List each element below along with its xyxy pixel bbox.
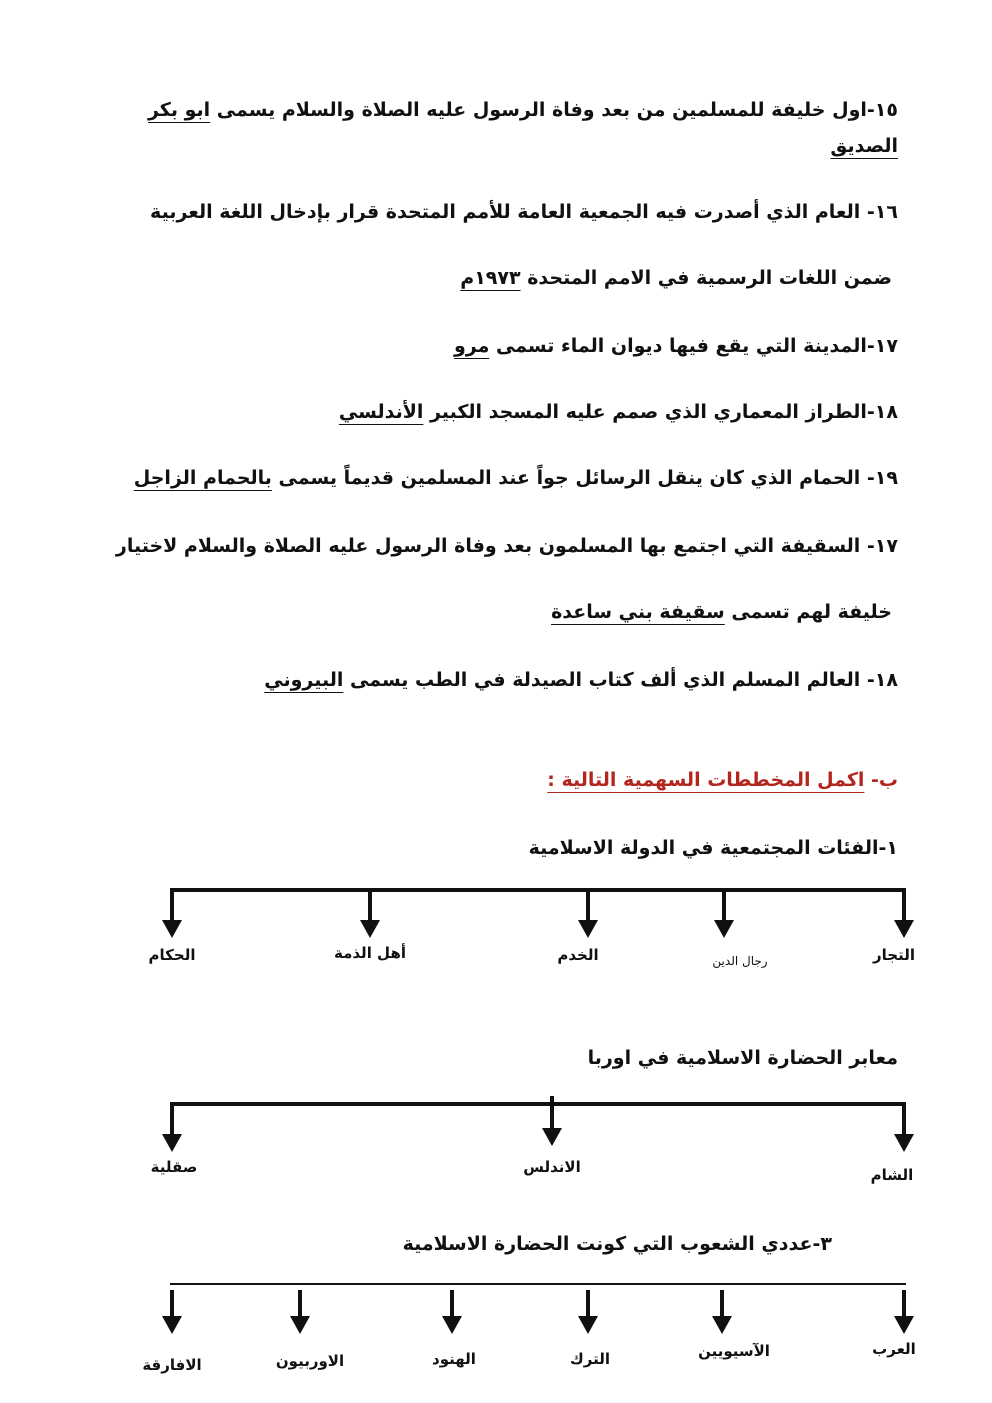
diagram-3-item: الآسيويين [698,1342,770,1360]
arrow [712,1290,732,1334]
diagram-1-item: الحكام [148,946,196,964]
diagram-3-item: الاوربيون [275,1352,345,1370]
question-text: ١٨-الطراز المعماري الذي صمم عليه المسجد الكبير [423,401,898,423]
arrow [162,890,182,938]
question-text: ١٧- السقيفة التي اجتمع بها المسلمون بعد وفاة الرسول عليه الصلاة والسلام لاختيار [115,535,898,557]
answer: ١٩٧٣م [460,267,521,289]
question-text: ضمن اللغات الرسمية في الامم المتحدة [520,267,892,289]
diagram-2-item: الشام [870,1166,914,1184]
arrow [894,890,914,938]
diagram-1 [162,890,914,938]
answer: سقيفة بني ساعدة [551,601,725,623]
question-text: ١٩- الحمام الذي كان ينقل الرسائل جواً عند المسلمين قديماً يسمى [271,467,898,489]
arrow [894,1104,914,1152]
diagram-3-item: الافارقة [142,1356,202,1374]
question-text: ١٧-المدينة التي يقع فيها ديوان الماء تسمى [489,335,898,357]
answer-continuation: الصديق [830,135,898,157]
question-text: ١٨- العالم المسلم الذي ألف كتاب الصيدلة في الطب يسمى [343,669,898,691]
question-text: خليفة لهم تسمى [724,601,892,623]
section-b-title: اكمل المخططات السهمية التالية : [547,769,865,791]
diagram-2-title: معابر الحضارة الاسلامية في اوربا [587,1047,898,1069]
answer: ابو بكر [147,99,211,121]
diagram-1-item: التجار [873,946,915,964]
arrow [578,890,598,938]
diagram-1-item: رجال الدين [712,954,768,968]
diagram-3-title: ٣-عددي الشعوب التي كونت الحضارة الاسلامية [402,1233,832,1255]
question-text: ١٥-اول خليفة للمسلمين من بعد وفاة الرسول عليه الصلاة والسلام يسمى [210,99,898,121]
arrow [894,1290,914,1334]
answer: بالحمام الزاجل [133,467,272,489]
question-text: ١٦- العام الذي أصدرت فيه الجمعية العامة للأمم المتحدة قرار بإدخال اللغة العربية [150,201,898,223]
diagram-2-item: صقلية [150,1158,198,1176]
arrow [442,1290,462,1334]
diagram-1-title: ١-الفئات المجتمعية في الدولة الاسلامية [528,837,898,859]
diagram-1-item: أهل الذمة [334,944,406,962]
answer: البيروني [264,669,344,691]
diagram-2 [162,1096,914,1152]
arrow [578,1290,598,1334]
diagram-3 [162,1284,914,1334]
answer: الأندلسي [338,401,424,423]
diagram-2-item: الاندلس [523,1158,581,1176]
answer: مرو [453,335,490,357]
diagram-1-item: الخدم [557,946,599,964]
arrow [162,1104,182,1152]
arrow [360,890,380,938]
diagram-3-item: العرب [872,1340,916,1358]
arrow [714,890,734,938]
diagram-3-item: الهنود [432,1350,476,1368]
section-b-label: ب- [864,769,898,791]
arrow [290,1290,310,1334]
arrow [162,1290,182,1334]
diagram-3-item: الترك [570,1350,610,1368]
